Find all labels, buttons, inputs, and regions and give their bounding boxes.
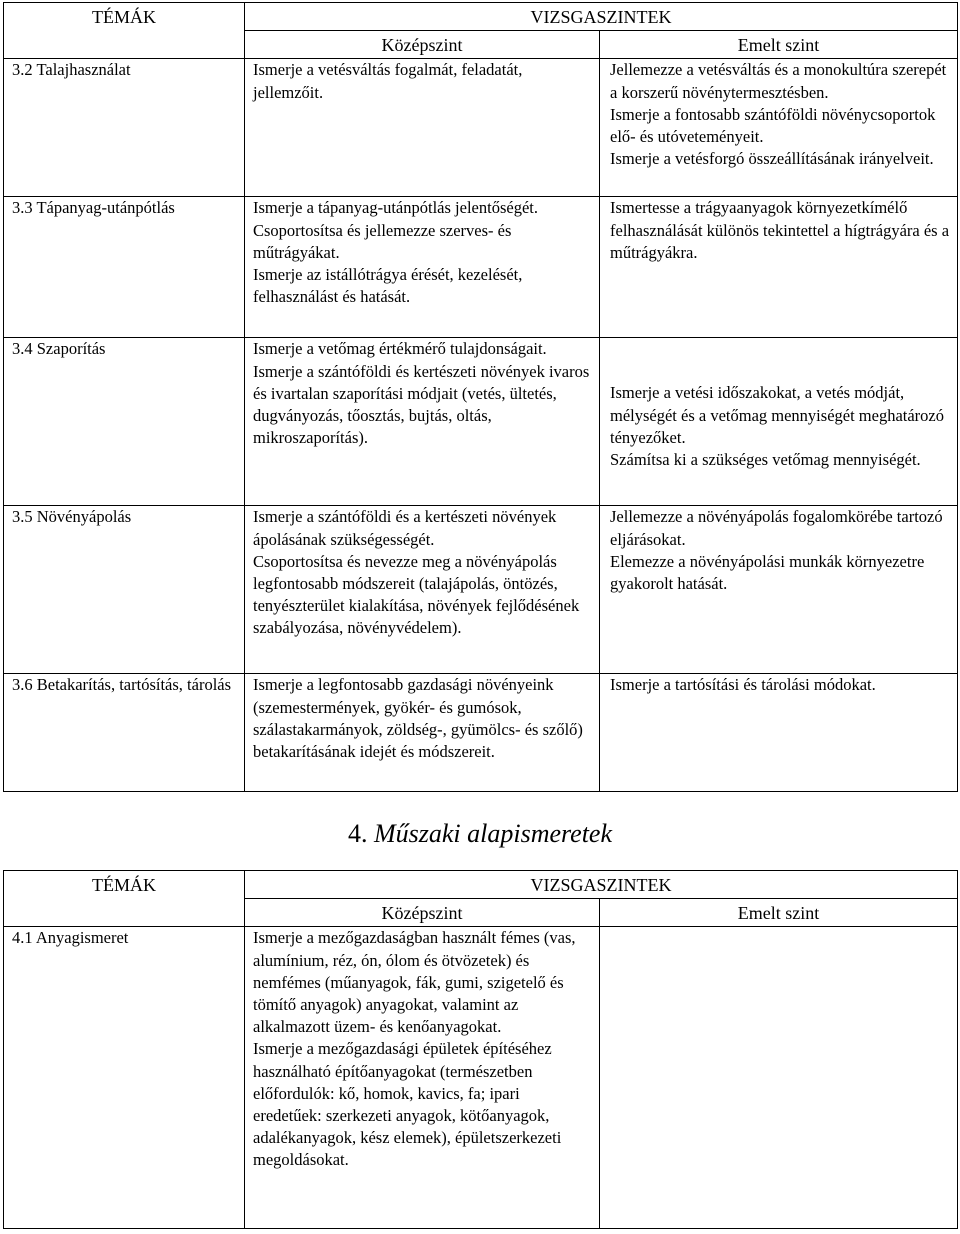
adv-text: Ismerje a tartósítási és tárolási módokat. (610, 675, 876, 695)
mid-cell (245, 674, 600, 792)
adv-cell (600, 338, 958, 506)
table-row (4, 197, 958, 338)
topic-cell: 3.6 Betakarítás, tartósítás, tárolás (4, 674, 245, 792)
mid-text: Ismerje a mezőgazdasági épületek építéséhez használható építőanyagokat (természetben előfordulók: kő, homok, kavics, fa; ipari eredetűek: szerkezeti anyagok, kötőanyagok, adalékanyagok, kész elemek), épületszerkezeti megoldásokat. (253, 1039, 562, 1170)
exam-table-technical (3, 870, 958, 1229)
topic-cell: 3.4 Szaporítás (4, 338, 245, 506)
adv-cell (600, 674, 958, 792)
mid-text: Ismerje a vetésváltás fogalmát, feladatát, jellemzőit. (253, 60, 523, 102)
topic-cell: 4.1 Anyagismeret (4, 927, 245, 1229)
table-header-row (4, 871, 958, 899)
topic-cell: 3.2 Talajhasználat (4, 59, 245, 197)
adv-text: Ismertesse a trágyaanyagok környezetkímélő felhasználását különös tekintettel a hígtrágyára és a műtrágyákra. (610, 198, 950, 262)
mid-cell (245, 506, 600, 674)
adv-text: Ismerje a vetésforgó összeállításának irányelveit. (610, 149, 934, 169)
mid-text: Csoportosítsa és nevezze meg a növényápolás legfontosabb módszereit (talajápolás, öntözés, tenyészterület kialakítása, növények fejlődésének szabályozása, növényvédelem). (253, 551, 580, 638)
adv-cell (600, 59, 958, 197)
mid-text: Ismerje a vetőmag értékmérő tulajdonságait. (253, 339, 547, 359)
section-number: 4. (347, 819, 368, 848)
topics-header: TÉMÁK (4, 871, 245, 927)
mid-text: Ismerje a legfontosabb gazdasági növényeink (szemestermények, gyökér- és gumósok, szálastakarmányok, zöldség-, gyümölcs- és szőlő) betakarításának idejét és módszereit. (253, 675, 583, 762)
table-row (4, 674, 958, 792)
adv-level-header: Emelt szint (600, 31, 958, 59)
table-row (4, 59, 958, 197)
adv-text: Ismerje a fontosabb szántóföldi növénycsoportok elő- és utóveteményeit. (610, 104, 936, 147)
mid-text: Ismerje az istállótrágya érését, kezelését, felhasználást és hatását. (253, 265, 523, 307)
table-row (4, 927, 958, 1229)
topic-cell: 3.3 Tápanyag-utánpótlás (4, 197, 245, 338)
adv-cell (600, 506, 958, 674)
table-row (4, 506, 958, 674)
mid-level-header: Középszint (245, 899, 600, 927)
mid-text: Csoportosítsa és jellemezze szerves- és műtrágyákat. (253, 220, 512, 262)
topics-header: TÉMÁK (4, 3, 245, 59)
topic-cell: 3.5 Növényápolás (4, 506, 245, 674)
adv-text: Jellemezze a növényápolás fogalomkörébe tartozó eljárásokat. (610, 507, 943, 549)
mid-text: Ismerje a szántóföldi és kertészeti növények ivaros és ivartalan szaporítási módjait (vetés, ültetés, dugványozás, tőosztás, bujtás, oltás, mikroszaporítás). (253, 361, 590, 448)
table-row (4, 338, 958, 506)
adv-level-header: Emelt szint (600, 899, 958, 927)
mid-cell (245, 927, 600, 1229)
exam-levels-header: VIZSGASZINTEK (245, 871, 958, 899)
adv-text: Jellemezze a vetésváltás és a monokultúra szerepét a korszerű növénytermesztésben. (610, 60, 947, 102)
exam-table-agriculture (3, 2, 958, 792)
adv-text: Ismerje a vetési időszakokat, a vetés módját, mélységét és a vetőmag mennyiségét meghatározó tényezőket. (610, 383, 945, 447)
adv-text: Számítsa ki a szükséges vetőmag mennyiségét. (610, 450, 921, 470)
adv-text: Elemezze a növényápolási munkák környezetre gyakorolt hatását. (610, 551, 925, 594)
section-title-text: Műszaki alapismeretek (373, 819, 613, 848)
mid-text: Ismerje a szántóföldi és a kertészeti növények ápolásának szükségességét. (253, 507, 557, 549)
mid-text: Ismerje a tápanyag-utánpótlás jelentőségét. (253, 198, 538, 218)
mid-cell (245, 197, 600, 338)
table-header-row (4, 3, 958, 31)
section-title (0, 818, 960, 850)
adv-cell (600, 927, 958, 1229)
adv-cell (600, 197, 958, 338)
mid-cell (245, 338, 600, 506)
exam-levels-header: VIZSGASZINTEK (245, 3, 958, 31)
mid-level-header: Középszint (245, 31, 600, 59)
mid-text: Ismerje a mezőgazdaságban használt fémes (vas, alumínium, réz, ón, ólom és ötvözetek) és nemfémes (műanyagok, fák, gumi, szigetelő és tömítő anyagok) anyagokat, valamint az alkalmazott üzem- és kenőanyagokat. (253, 928, 576, 1037)
mid-cell (245, 59, 600, 197)
